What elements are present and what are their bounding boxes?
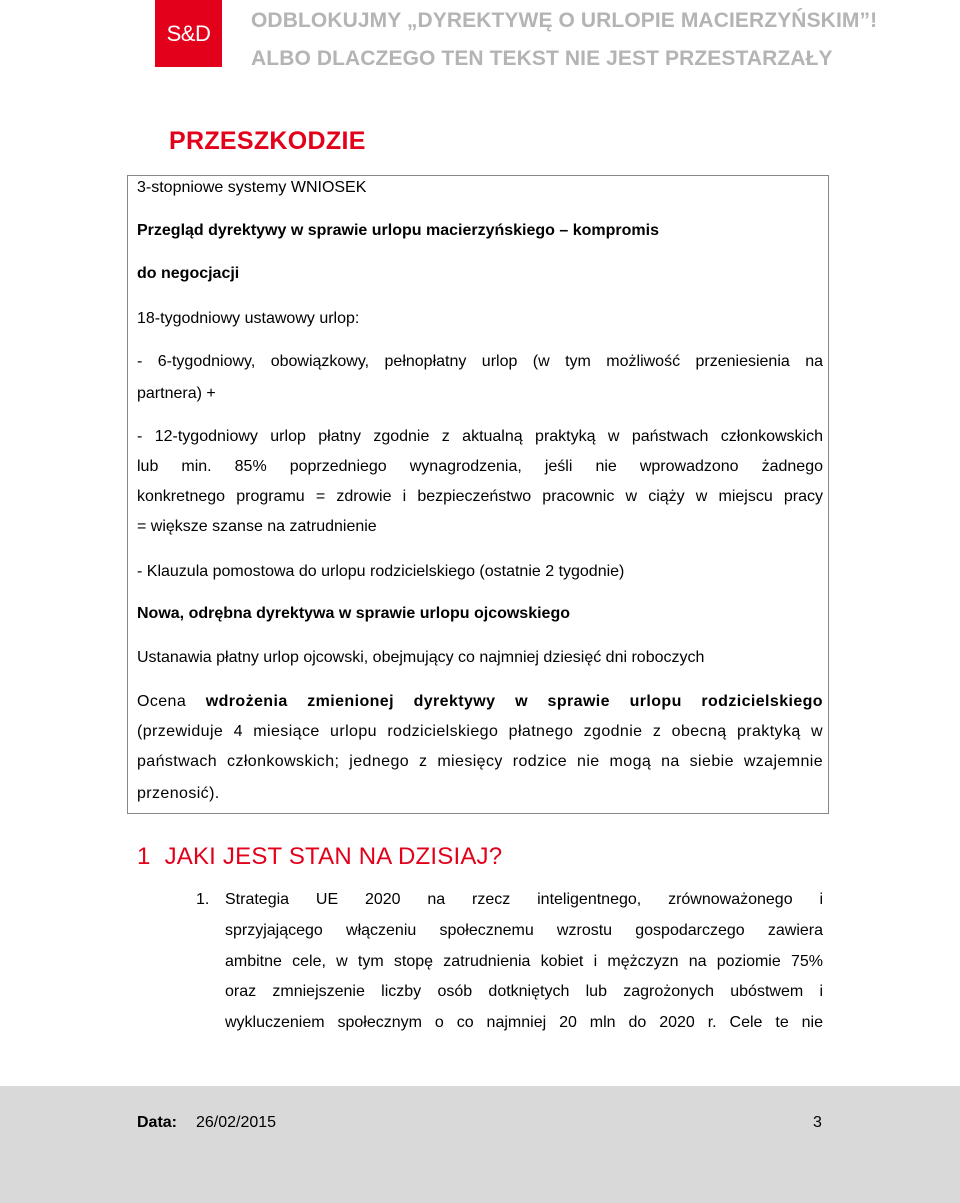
box-line-8: lub min. 85% poprzedniego wynagrodzenia, jeśli nie wprowadzono żadnego xyxy=(137,458,823,475)
heading-1-text: JAKI JEST STAN NA DZISIAJ? xyxy=(164,843,503,870)
list-line-1: Strategia UE 2020 na rzecz inteligentnego, zrównoważonego i xyxy=(225,891,823,908)
box-line-10: = większe szanse na zatrudnienie xyxy=(137,518,377,535)
header-title-line2: ALBO DLACZEGO TEN TEKST NIE JEST PRZESTARZAŁY xyxy=(251,47,833,70)
heading-1 xyxy=(137,843,502,871)
box-line-14-plain: Ocena xyxy=(137,693,206,710)
box-line-15: (przewiduje 4 miesiące urlopu rodzicielskiego płatnego zgodnie z obecną praktyką w xyxy=(137,723,823,740)
sd-logo xyxy=(155,0,222,67)
footer-date-label: Data: xyxy=(137,1114,178,1131)
box-line-17: przenosić). xyxy=(137,785,220,802)
logo-text: S&D xyxy=(166,20,211,46)
list-line-3: ambitne cele, w tym stopę zatrudnienia kobiet i mężczyzn na poziomie 75% xyxy=(225,953,823,970)
section-title: PRZESZKODZIE xyxy=(169,127,366,155)
heading-1-number: 1 xyxy=(137,843,151,870)
list-item-number: 1. xyxy=(196,891,210,908)
box-line-6: partnera) + xyxy=(137,385,216,402)
box-line-7: - 12-tygodniowy urlop płatny zgodnie z aktualną praktyką w państwach członkowskich xyxy=(137,428,823,445)
box-line-1: 3-stopniowe systemy WNIOSEK xyxy=(137,179,367,196)
header-title-line1: ODBLOKUJMY „DYREKTYWĘ O URLOPIE MACIERZYŃSKIM”! xyxy=(251,9,878,32)
box-line-13: Ustanawia płatny urlop ojcowski, obejmujący co najmniej dziesięć dni roboczych xyxy=(137,649,705,666)
list-line-2: sprzyjającego włączeniu społecznemu wzrostu gospodarczego zawiera xyxy=(225,922,823,939)
box-line-4: 18-tygodniowy ustawowy urlop: xyxy=(137,310,360,327)
footer-page-number: 3 xyxy=(813,1114,822,1131)
box-line-11: - Klauzula pomostowa do urlopu rodzicielskiego (ostatnie 2 tygodnie) xyxy=(137,563,625,580)
box-line-2: Przegląd dyrektywy w sprawie urlopu macierzyńskiego – kompromis xyxy=(137,222,659,239)
page-footer xyxy=(0,1086,960,1203)
box-line-14-bold: wdrożenia zmienionej dyrektywy w sprawie urlopu rodzicielskiego xyxy=(205,693,823,710)
box-line-12: Nowa, odrębna dyrektywa w sprawie urlopu ojcowskiego xyxy=(137,605,570,622)
footer-date-value: 26/02/2015 xyxy=(196,1114,277,1131)
box-line-16: państwach członkowskich; jednego z miesięcy rodzice nie mogą na siebie wzajemnie xyxy=(137,753,823,770)
box-line-3: do negocjacji xyxy=(137,265,240,282)
box-line-14 xyxy=(137,692,823,712)
box-line-5: - 6-tygodniowy, obowiązkowy, pełnopłatny urlop (w tym możliwość przeniesienia na xyxy=(137,353,823,370)
list-line-4: oraz zmniejszenie liczby osób dotkniętych lub zagrożonych ubóstwem i xyxy=(225,983,823,1000)
box-line-9: konkretnego programu = zdrowie i bezpieczeństwo pracownic w ciąży w miejscu pracy xyxy=(137,488,823,505)
list-line-5: wykluczeniem społecznym o co najmniej 20 mln do 2020 r. Cele te nie xyxy=(225,1014,823,1031)
